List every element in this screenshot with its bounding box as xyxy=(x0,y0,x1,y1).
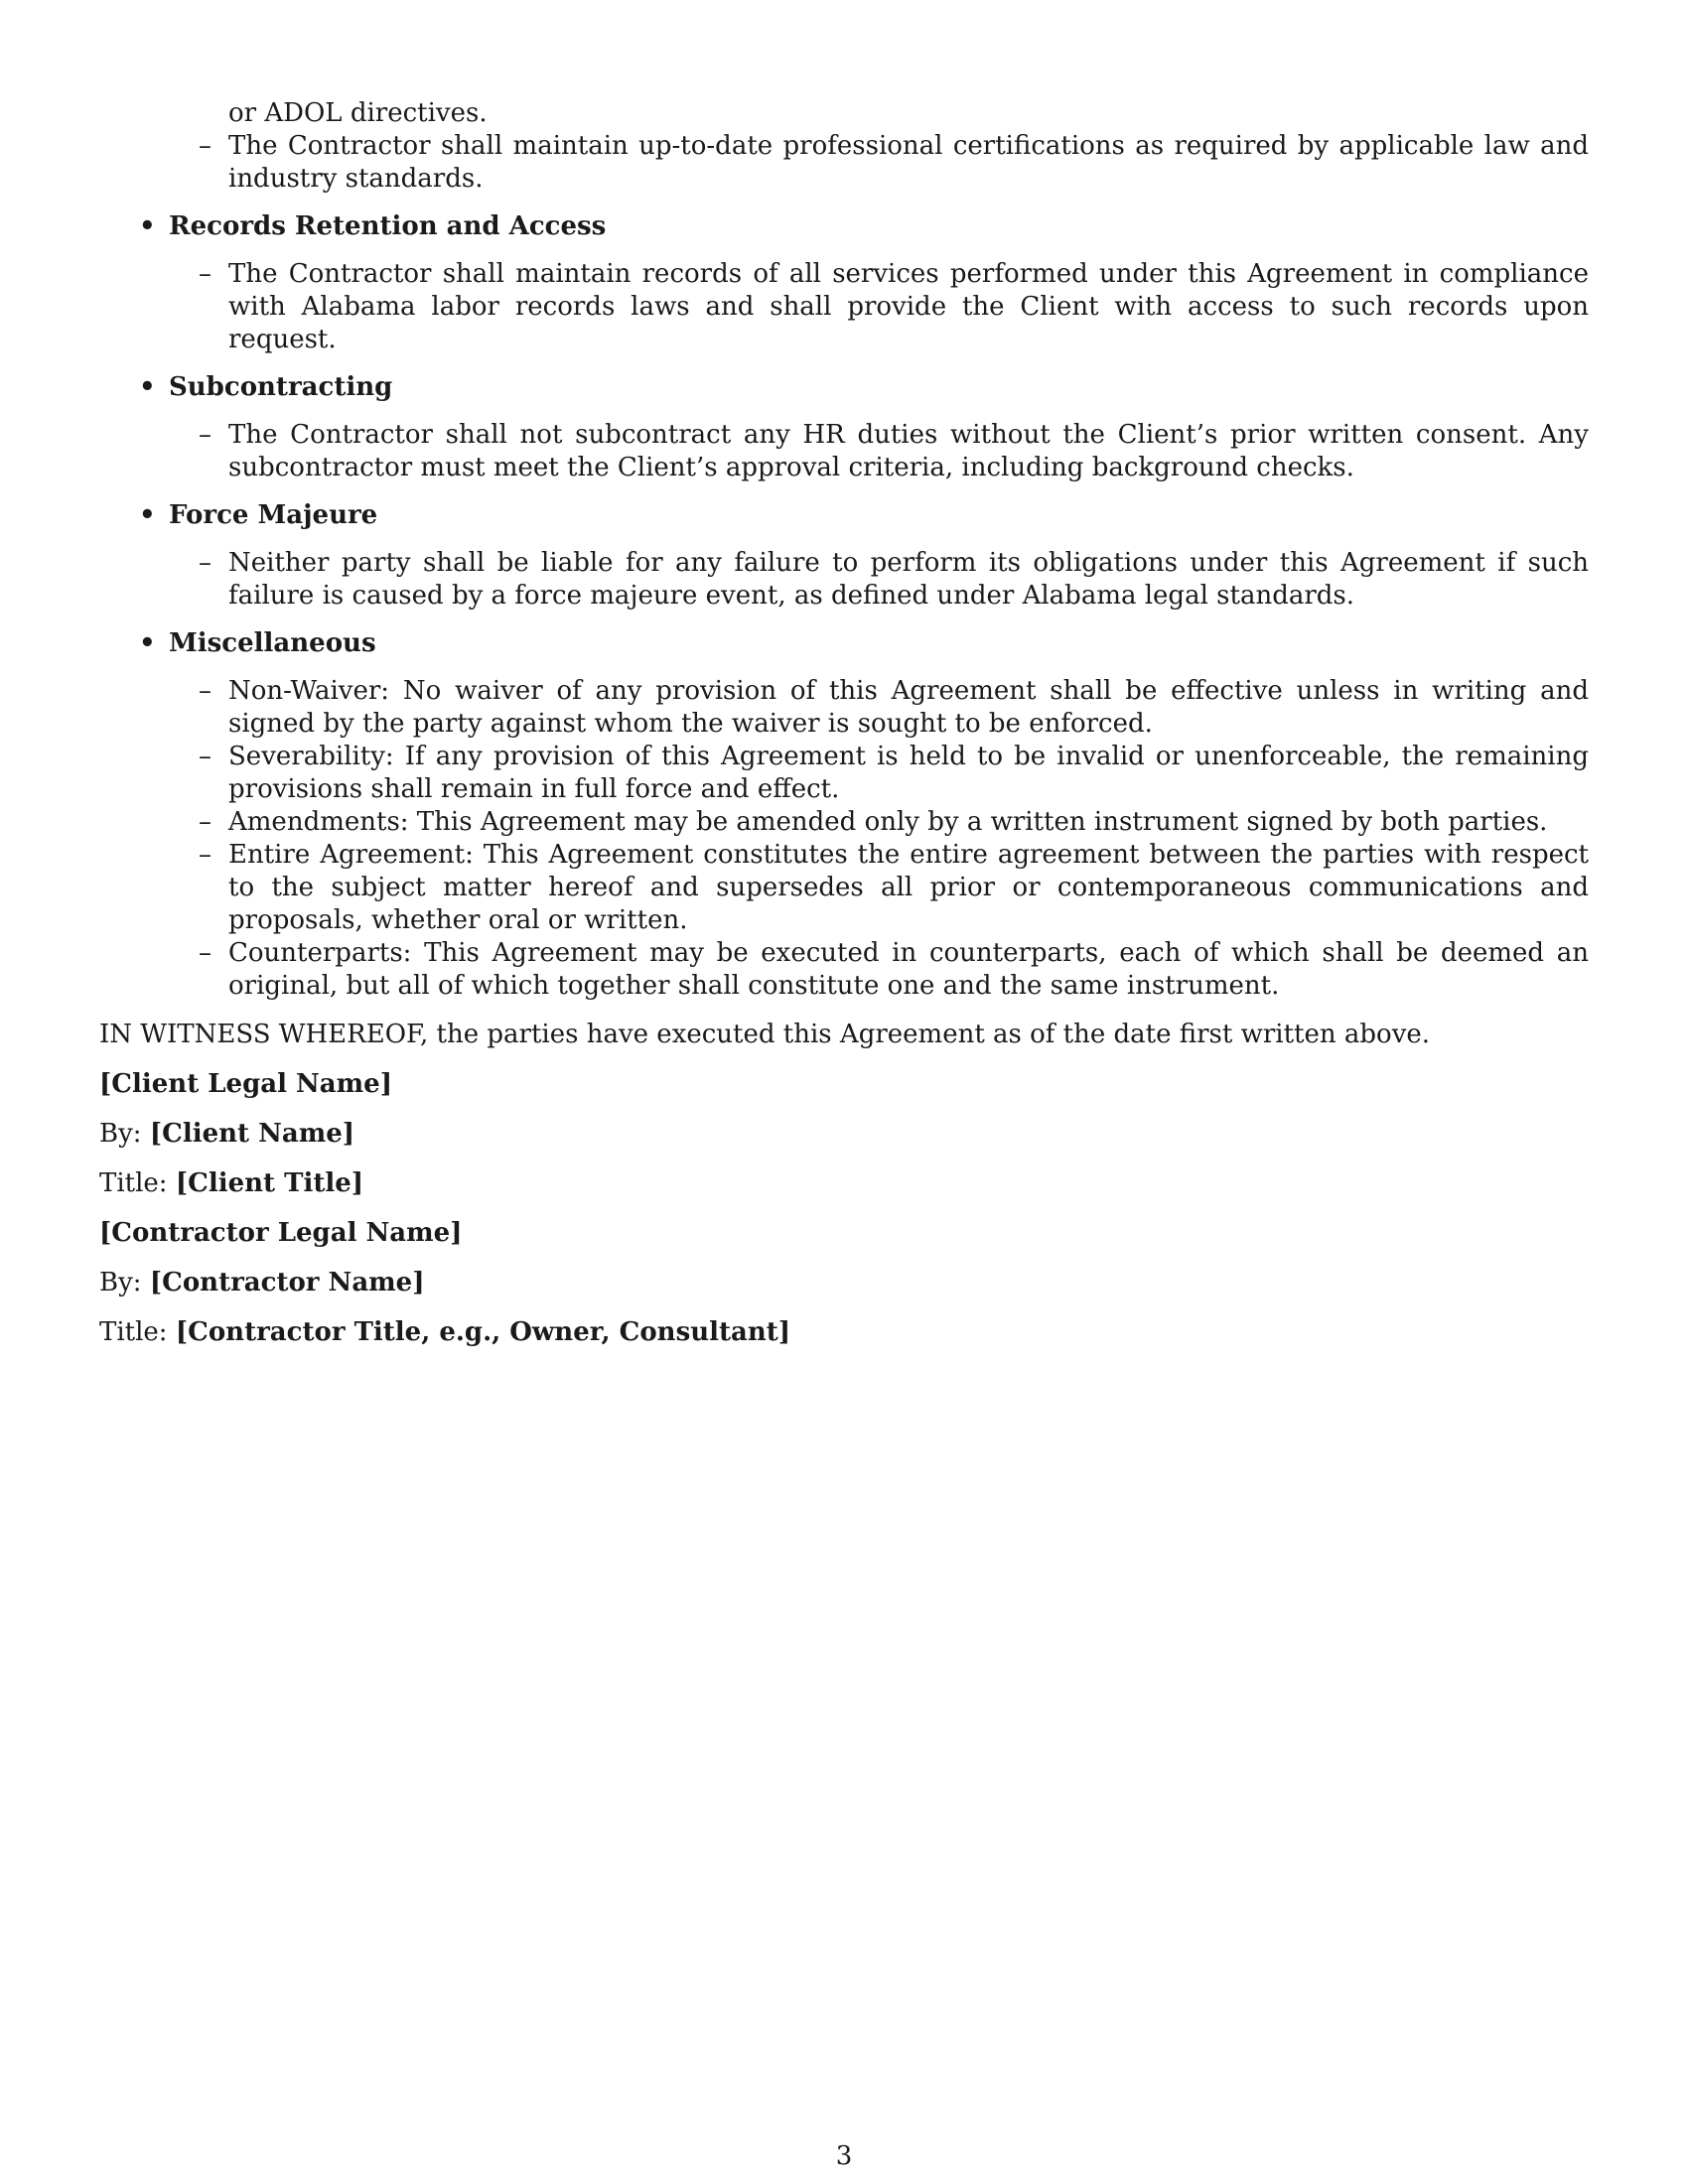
by-label: By: xyxy=(99,1119,142,1149)
signature-contractor-legal-name xyxy=(99,1217,1589,1250)
sub-list-item: – Neither party shall be liable for any failure to perform its obligations under this Agreement if such failure is caused by a force majeure event, as defined under Alabama legal standards. xyxy=(228,547,1589,613)
section-records-retention xyxy=(99,210,1589,356)
sub-list-item: – The Contractor shall maintain up-to-date professional certifications as required by applicable law and industry standards. xyxy=(228,130,1589,196)
bullet-icon: • xyxy=(139,372,156,402)
sub-list-item: – The Contractor shall not subcontract any HR duties without the Client’s prior written consent. Any subcontractor must meet the Client’s approval criteria, including background checks. xyxy=(228,419,1589,484)
signature-client-by xyxy=(99,1118,1589,1151)
sub-list xyxy=(169,547,1589,613)
bullet-icon: • xyxy=(139,211,156,241)
page-number: 3 xyxy=(835,2141,853,2171)
contractor-name: [Contractor Name] xyxy=(149,1268,425,1297)
section-title: Force Majeure xyxy=(169,500,378,530)
client-name: [Client Name] xyxy=(149,1119,355,1149)
sub-list xyxy=(169,419,1589,484)
continued-sub-list xyxy=(99,130,1589,196)
sub-list-item-amendments: – Amendments: This Agreement may be amended only by a written instrument signed by both parties. xyxy=(228,806,1589,839)
section-title: Miscellaneous xyxy=(169,628,376,658)
section-title: Records Retention and Access xyxy=(169,211,607,241)
section-subcontracting xyxy=(99,371,1589,484)
signature-client-legal-name xyxy=(99,1068,1589,1101)
sub-list xyxy=(169,675,1589,1003)
sub-list-item-non-waiver: – Non-Waiver: No waiver of any provision of this Agreement shall be effective unless in writing and signed by the party against whom the waiver is sought to be enforced. xyxy=(228,675,1589,741)
by-label: By: xyxy=(99,1268,142,1297)
contractor-legal-name: [Contractor Legal Name] xyxy=(99,1218,463,1248)
sub-list-item-entire-agreement: – Entire Agreement: This Agreement constitutes the entire agreement between the parties with respect to the subject matter hereof and supersedes all prior or contemporaneous communications and proposals, whether oral or written. xyxy=(228,839,1589,937)
sub-list xyxy=(169,258,1589,356)
witness-statement: IN WITNESS WHEREOF, the parties have executed this Agreement as of the date first written above. xyxy=(99,1020,1431,1049)
sub-list-item-counterparts: – Counterparts: This Agreement may be executed in counterparts, each of which shall be deemed an original, but all of which together shall constitute one and the same instrument. xyxy=(228,937,1589,1003)
document-page xyxy=(99,97,1589,1349)
signature-client-title xyxy=(99,1167,1589,1200)
section-title: Subcontracting xyxy=(169,372,393,402)
client-title: [Client Title] xyxy=(175,1168,364,1198)
signature-contractor-title xyxy=(99,1316,1589,1349)
sub-list-item-severability: – Severability: If any provision of this Agreement is held to be invalid or unenforceable, the remaining provisions shall remain in full force and effect. xyxy=(228,741,1589,806)
title-label: Title: xyxy=(99,1168,168,1198)
continued-item-tail: or ADOL directives. xyxy=(228,98,488,128)
section-force-majeure xyxy=(99,499,1589,613)
client-legal-name: [Client Legal Name] xyxy=(99,1069,393,1099)
contractor-title: [Contractor Title, e.g., Owner, Consultant] xyxy=(175,1317,791,1347)
signature-contractor-by xyxy=(99,1267,1589,1299)
section-list xyxy=(99,210,1589,1003)
title-label: Title: xyxy=(99,1317,168,1347)
bullet-icon: • xyxy=(139,500,156,530)
bullet-icon: • xyxy=(139,628,156,658)
section-miscellaneous xyxy=(99,627,1589,1003)
sub-list-item: – The Contractor shall maintain records of all services performed under this Agreement in compliance with Alabama labor records laws and shall provide the Client with access to such records upon request. xyxy=(228,258,1589,356)
